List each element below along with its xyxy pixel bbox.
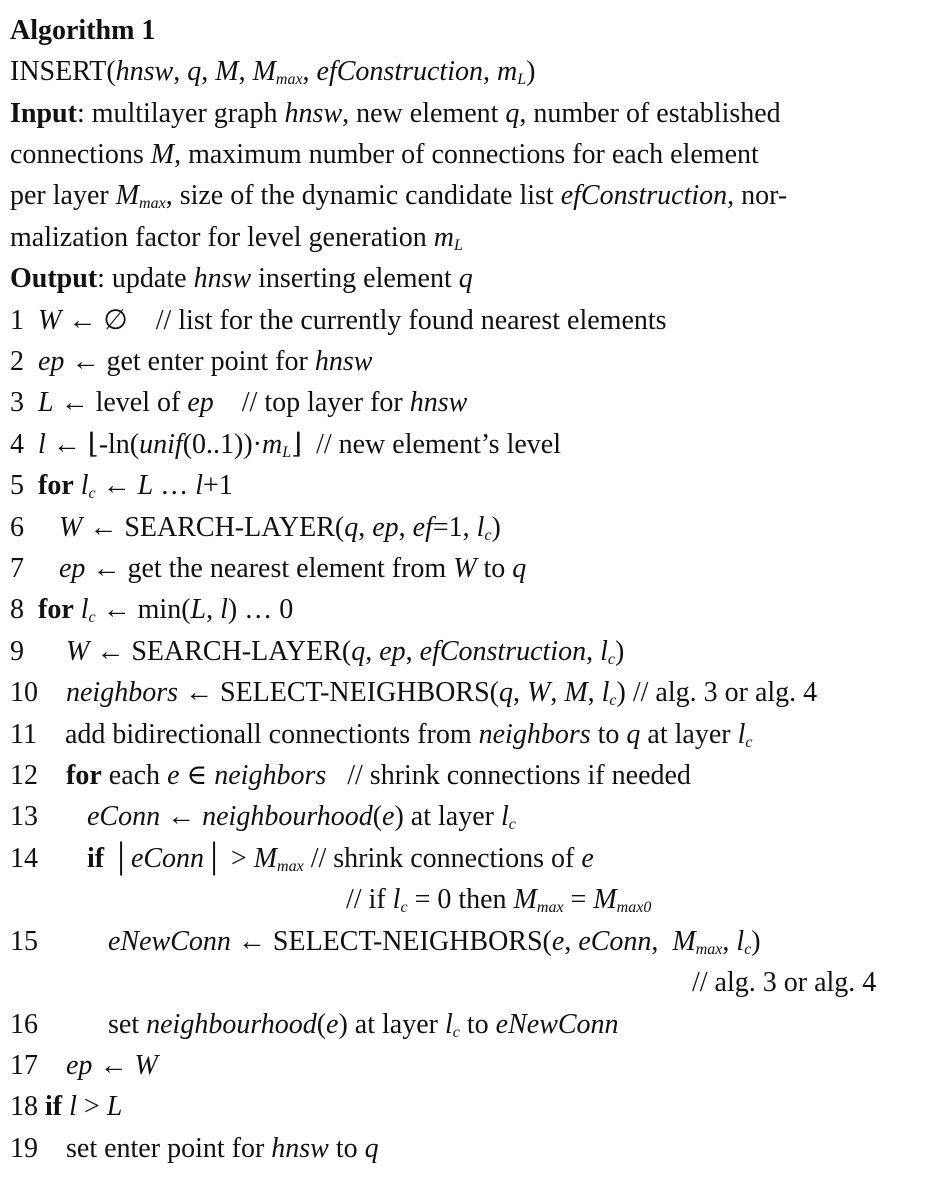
code-line-19: 19 set enter point for hnsw to q — [10, 1133, 379, 1164]
code-line-15-comment: // alg. 3 or alg. 4 — [692, 967, 877, 998]
code-line-13: 13 eConn ← neighbourhood(e) at layer $l_c$ — [10, 801, 516, 833]
input-line-2: connections M, maximum number of connections for each element — [10, 139, 759, 170]
output-line: Output: update hnsw inserting element q — [10, 263, 473, 294]
code-line-16: 16 set neighbourhood(e) at layer $l_c$ to eNewConn — [10, 1009, 619, 1041]
code-line-5: 5 for $l_c$ ← L … l+1 — [10, 470, 233, 502]
code-line-17: 17 ep ← W — [10, 1050, 158, 1081]
algorithm-signature: INSERT(hnsw, q, M, $M_{max}$, efConstruction, $m_L$) — [10, 56, 536, 88]
code-line-9: 9 W ← SEARCH-LAYER(q, ep, efConstruction, $l_c$) — [10, 636, 625, 668]
code-line-12: 12 for each e ∈ neighbors // shrink connections if needed — [10, 760, 691, 791]
code-line-15: 15 eNewConn ← SELECT-NEIGHBORS(e, eConn, $M_{max}$, $l_c$) — [10, 926, 761, 958]
code-line-14-comment: // if $l_c = 0$ then $M_{max} = M_{max0}$ — [346, 884, 652, 916]
input-line-1: Input: multilayer graph hnsw, new element q, number of established — [10, 98, 781, 129]
code-line-14: 14 if │eConn│ > $M_{max}$ // shrink connections of e — [10, 843, 594, 875]
code-line-4: 4 l ← $⌊-\ln(unif(0..1))\cdot m_L⌋$ // new element’s level — [10, 429, 561, 461]
code-line-7: 7 ep ← get the nearest element from W to q — [10, 553, 527, 584]
code-line-11: 11 add bidirectionall connectionts from neighbors to q at layer $l_c$ — [10, 719, 753, 751]
code-line-8: 8 for $l_c$ ← min(L, l) … 0 — [10, 594, 294, 626]
code-line-1: 1 W ← ∅ // list for the currently found nearest elements — [10, 305, 667, 336]
code-line-6: 6 W ← SEARCH-LAYER(q, ep, ef=1, $l_c$) — [10, 512, 501, 544]
code-line-2: 2 ep ← get enter point for hnsw — [10, 346, 373, 377]
code-line-3: 3 L ← level of ep // top layer for hnsw — [10, 387, 468, 418]
input-line-3: per layer $M_{max}$, size of the dynamic candidate list efConstruction, nor- — [10, 180, 788, 212]
input-line-4: malization factor for level generation $m_L$ — [10, 222, 463, 254]
code-line-10: 10 neighbors ← SELECT-NEIGHBORS(q, W, M, $l_c$) // alg. 3 or alg. 4 — [10, 677, 818, 709]
code-line-18: 18 if l > L — [10, 1091, 123, 1122]
algorithm-title: Algorithm 1 — [10, 15, 156, 46]
